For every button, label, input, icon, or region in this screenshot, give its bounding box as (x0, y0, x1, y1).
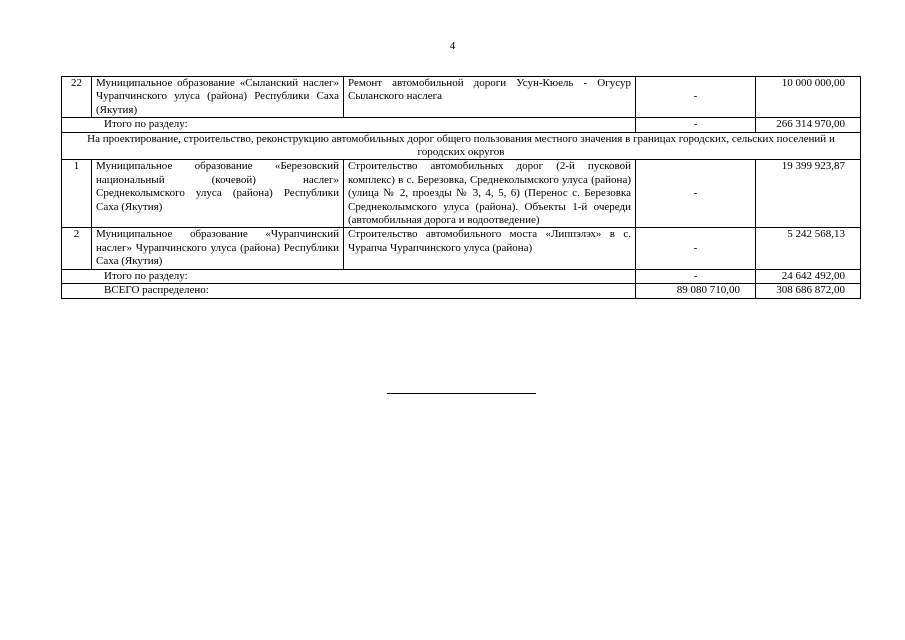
col4-cell: - (636, 77, 756, 118)
recipient-cell: Муниципальное образование «Чурапчинский наслег» Чурапчинского улуса (района) Республики Саха (Якутия) (92, 228, 344, 269)
subtotal-amount: 24 642 492,00 (756, 269, 861, 283)
subtotal-col4: - (636, 269, 756, 283)
object-cell: Строительство автомобильных дорог (2-й пусковой комплекс) в с. Березовка, Среднеколымского улуса (района) (улица № 2, проезды № 3, 4, 5, 6) (Перенос с. Березовка Среднеколымского улуса (района). Объекты 1-й очереди (автомобильная дорога и водоотведение) (344, 160, 636, 228)
subtotal-row (62, 118, 861, 132)
grand-total-label: ВСЕГО распределено: (62, 284, 636, 298)
allocation-table (61, 76, 861, 299)
amount-cell: 19 399 923,87 (756, 160, 861, 228)
subtotal-label: Итого по разделу: (62, 269, 636, 283)
page-number: 4 (449, 40, 456, 52)
section-header: На проектирование, строительство, реконструкцию автомобильных дорог общего пользования местного значения в границах городских, сельских поселений и городских округов (62, 132, 861, 160)
row-number: 2 (62, 228, 92, 269)
amount-cell: 5 242 568,13 (756, 228, 861, 269)
grand-total-amount: 308 686 872,00 (756, 284, 861, 298)
separator-line (387, 393, 536, 394)
object-cell: Ремонт автомобильной дороги Усун-Кюель - Огусур Сыланского наслега (344, 77, 636, 118)
object-cell: Строительство автомобильного моста «Липпэлэх» в с. Чурапча Чурапчинского улуса (района) (344, 228, 636, 269)
subtotal-label: Итого по разделу: (62, 118, 636, 132)
table-row (62, 160, 861, 228)
table-row (62, 228, 861, 269)
col4-cell: - (636, 160, 756, 228)
section-header-row (62, 132, 861, 160)
row-number: 22 (62, 77, 92, 118)
col4-cell: - (636, 228, 756, 269)
table-row (62, 77, 861, 118)
subtotal-row (62, 269, 861, 283)
recipient-cell: Муниципальное образование «Сыланский наслег» Чурапчинского улуса (района) Республики Саха (Якутия) (92, 77, 344, 118)
subtotal-col4: - (636, 118, 756, 132)
row-number: 1 (62, 160, 92, 228)
amount-cell: 10 000 000,00 (756, 77, 861, 118)
recipient-cell: Муниципальное образование «Березовский национальный (кочевой) наслег» Среднеколымского улуса (района) Республики Саха (Якутия) (92, 160, 344, 228)
subtotal-amount: 266 314 970,00 (756, 118, 861, 132)
grand-total-row (62, 284, 861, 298)
grand-total-col4: 89 080 710,00 (636, 284, 756, 298)
